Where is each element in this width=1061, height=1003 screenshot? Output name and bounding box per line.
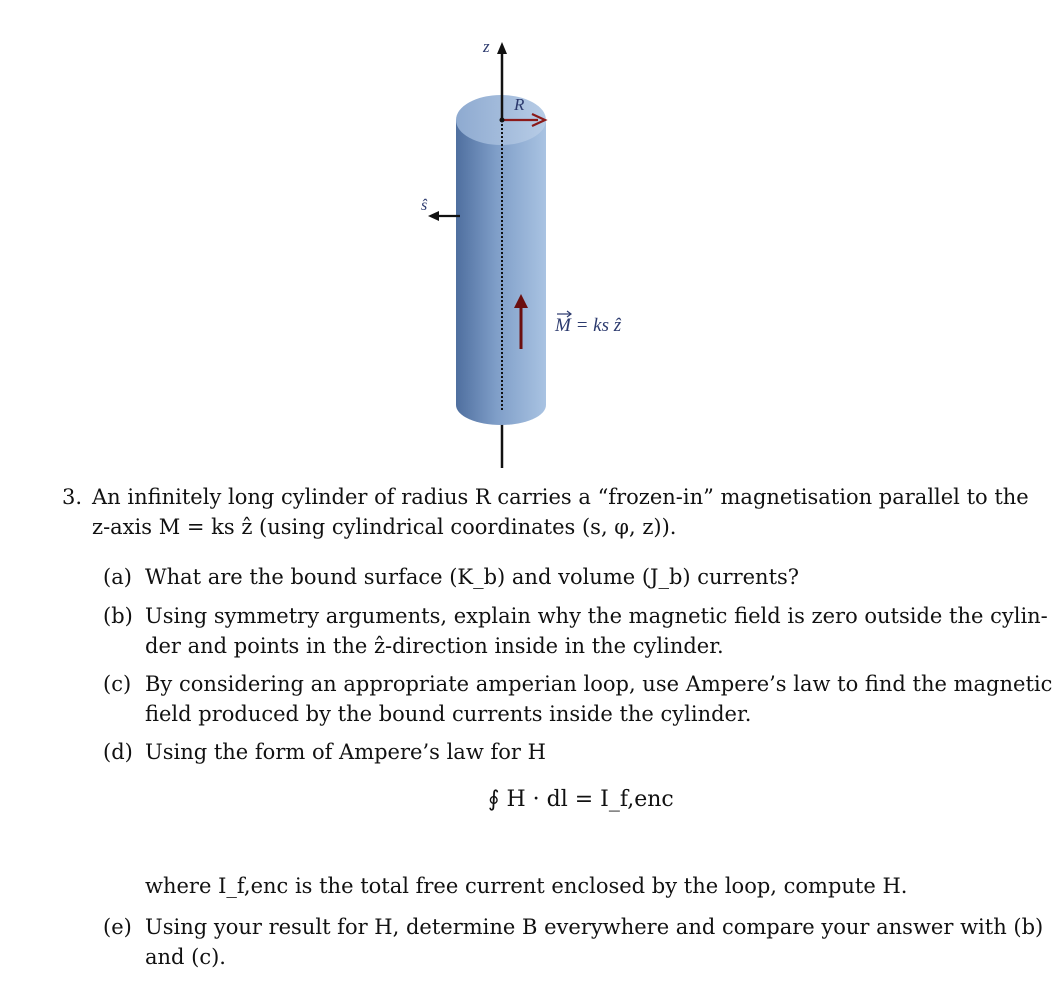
- ampere-equation: ∮ H · dl = I_f,enc: [488, 787, 674, 812]
- magnetisation-label: M = ks ẑ: [555, 315, 622, 336]
- part-e-text-line1: Using your result for H, determine B everywhere and compare your answer with (b): [145, 915, 1044, 939]
- part-d-text: Using the form of Ampere’s law for H: [145, 740, 546, 764]
- part-c-text-line2: field produced by the bound currents inside the cylinder.: [145, 702, 752, 726]
- part-d-label: (d): [103, 740, 133, 764]
- part-e-text-line2: and (c).: [145, 945, 226, 969]
- part-b-label: (b): [103, 604, 133, 628]
- part-b-text-line2: der and points in the ẑ-direction inside in the cylinder.: [145, 634, 724, 658]
- problem-statement-line1: An infinitely long cylinder of radius R carries a “frozen-in” magnetisation parallel to the: [92, 485, 1029, 509]
- radius-label: R: [514, 95, 525, 114]
- s-hat-label: ŝ: [421, 197, 428, 214]
- part-a-text: What are the bound surface (K_b) and volume (J_b) currents?: [145, 565, 800, 589]
- problem-statement-line2: z-axis M = ks ẑ (using cylindrical coordinates (s, φ, z)).: [92, 515, 677, 539]
- problem-number: 3.: [62, 485, 83, 509]
- part-b-text-line1: Using symmetry arguments, explain why the magnetic field is zero outside the cylin-: [145, 604, 1048, 628]
- z-axis-label: z: [483, 37, 490, 56]
- part-a-label: (a): [103, 565, 132, 589]
- part-c-label: (c): [103, 672, 132, 696]
- part-d-text-continued: where I_f,enc is the total free current enclosed by the loop, compute H.: [145, 874, 908, 898]
- part-c-text-line1: By considering an appropriate amperian loop, use Ampere’s law to find the magnetic: [145, 672, 1053, 696]
- part-e-label: (e): [103, 915, 132, 939]
